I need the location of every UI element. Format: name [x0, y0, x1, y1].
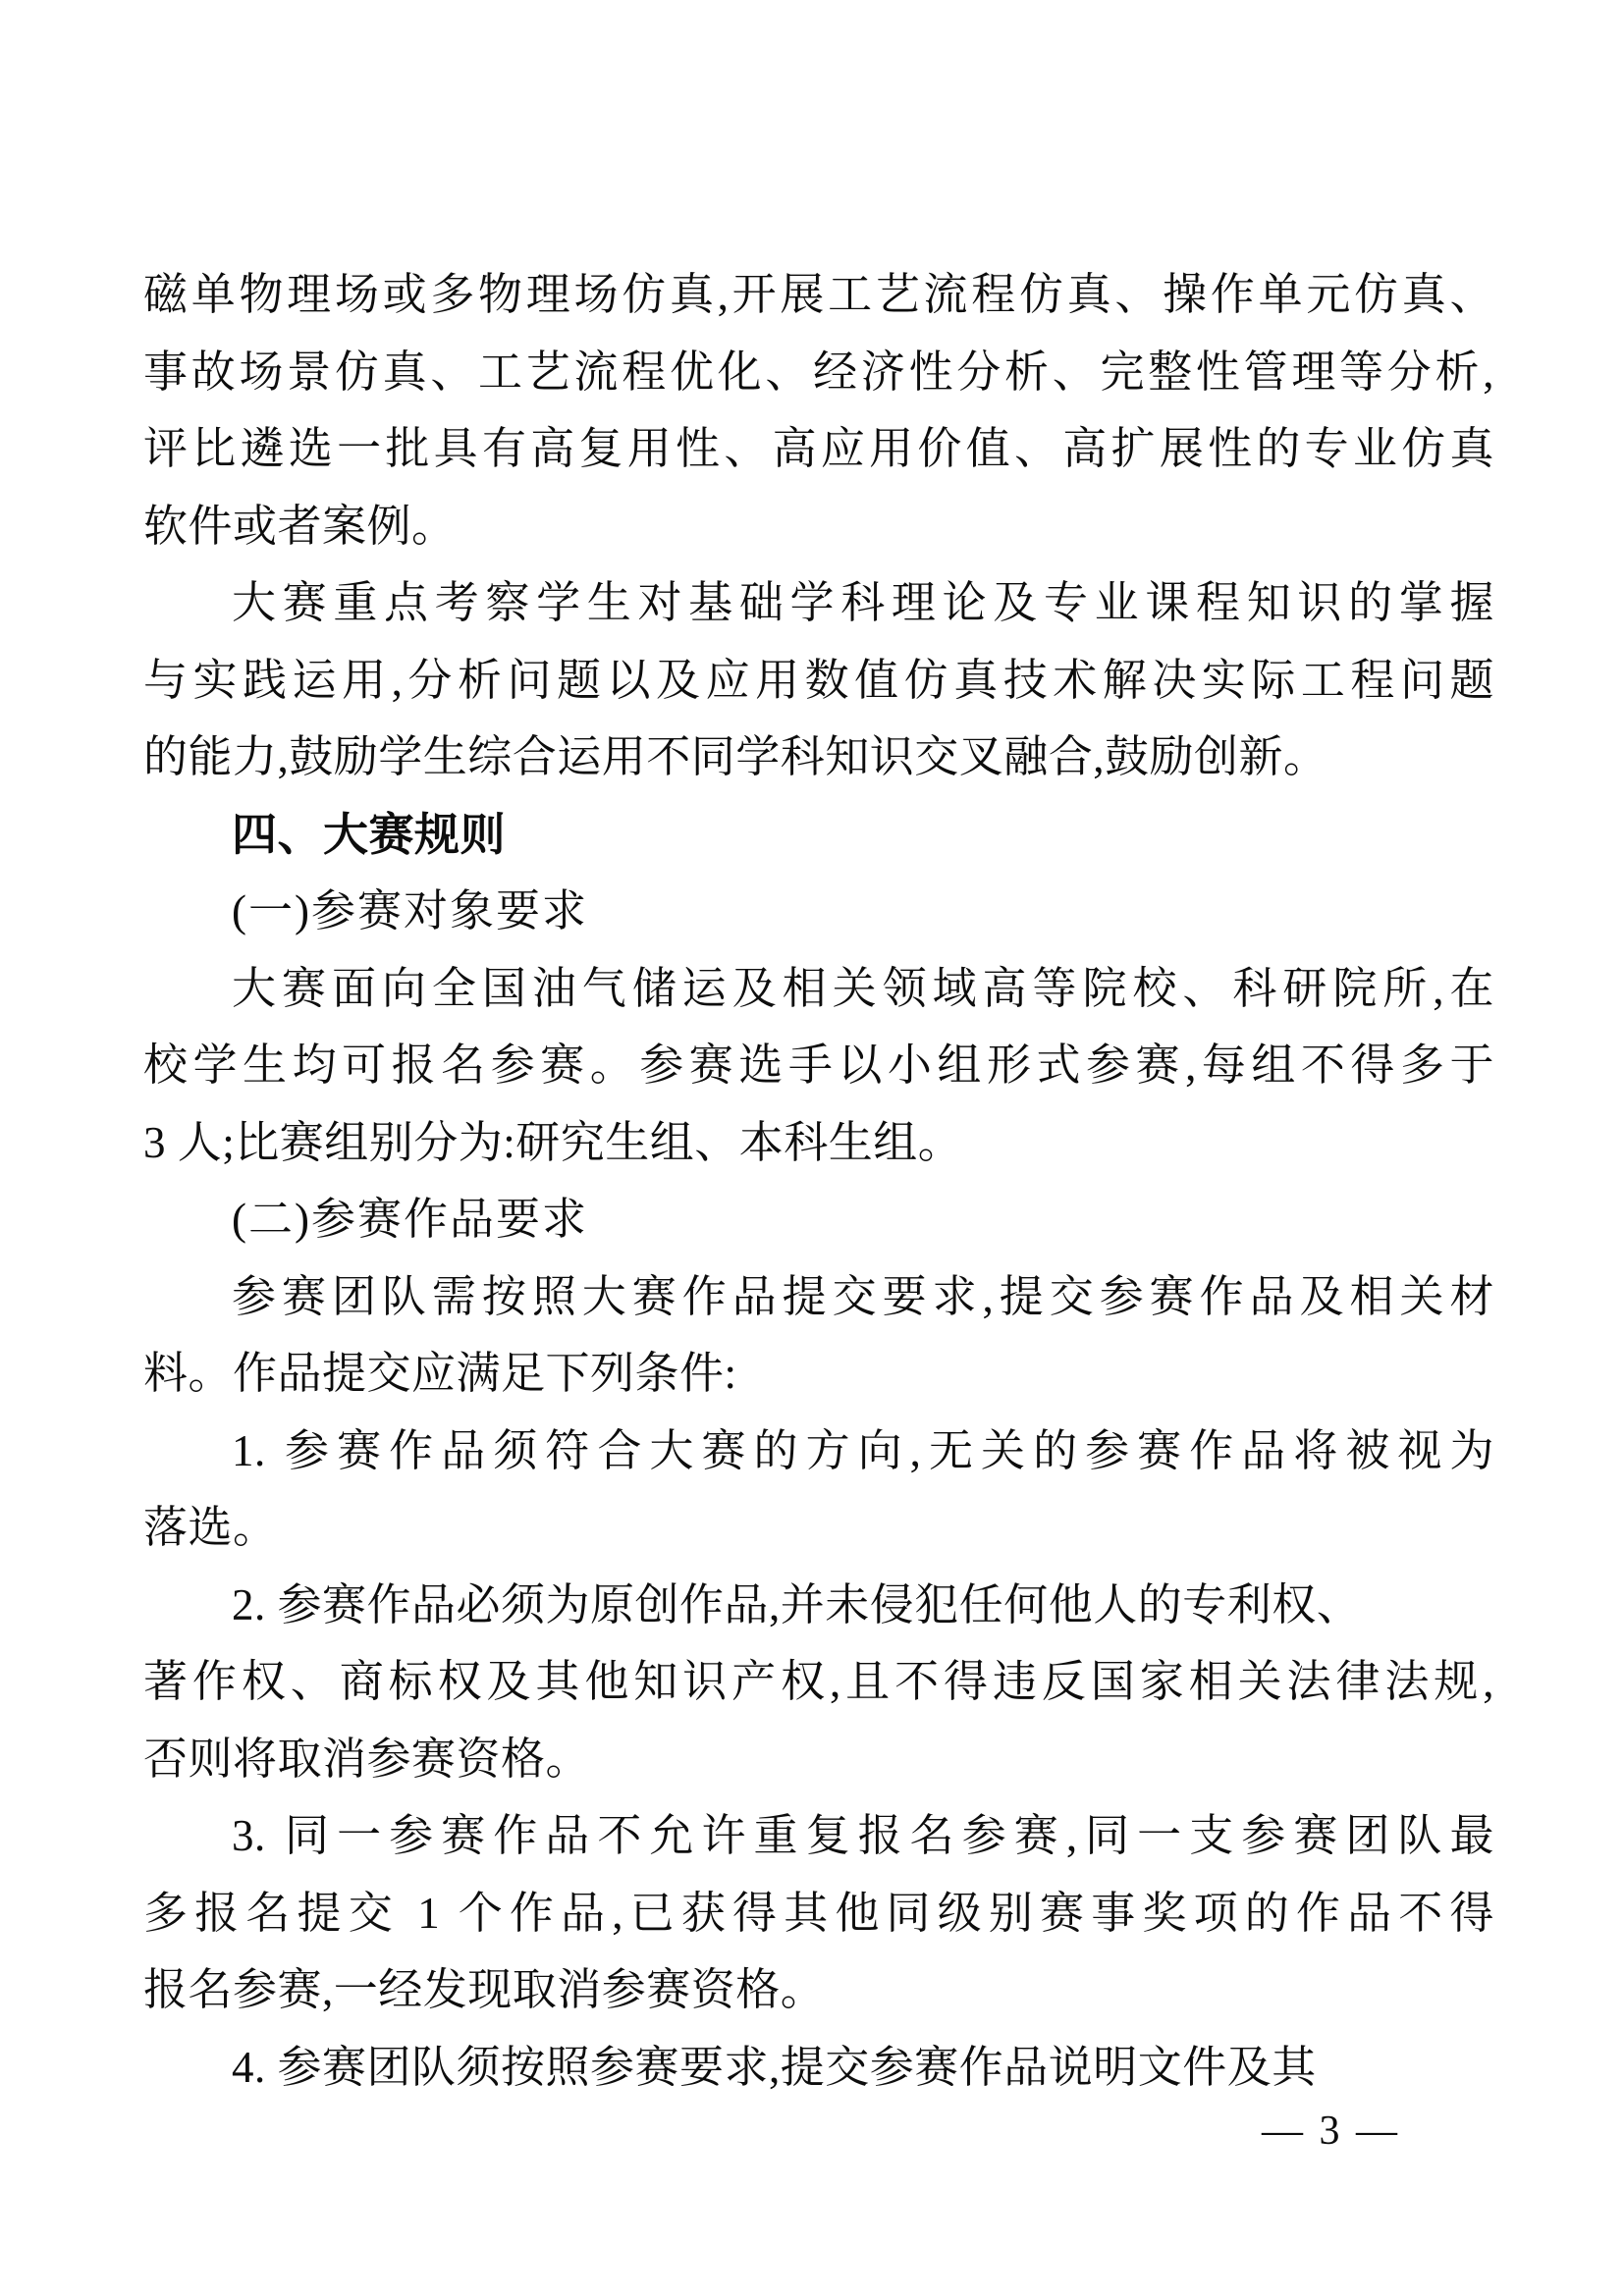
text-line: 软件或者案例。	[143, 501, 457, 551]
text-line: 料。作品提交应满足下列条件:	[143, 1349, 737, 1398]
text-line: 3 人;比赛组别分为:研究生组、本科生组。	[143, 1117, 963, 1167]
text-line: 否则将取消参赛资格。	[143, 1734, 591, 1784]
text-line: 与实践运用,分析问题以及应用数值仿真技术解决实际工程问题	[143, 655, 1494, 705]
text-line: 2. 参赛作品必须为原创作品,并未侵犯任何他人的专利权、	[232, 1579, 1362, 1629]
text-line: 4. 参赛团队须按照参赛要求,提交参赛作品说明文件及其	[232, 2042, 1317, 2092]
text-line: 的能力,鼓励学生综合运用不同学科知识交叉融合,鼓励创新。	[143, 732, 1328, 781]
text-line: 1. 参赛作品须符合大赛的方向,无关的参赛作品将被视为	[232, 1425, 1494, 1475]
text-line: 报名参赛,一经发现取消参赛资格。	[143, 1965, 826, 2014]
text-line: 大赛重点考察学生对基础学科理论及专业课程知识的掌握	[232, 578, 1494, 627]
subsection-heading: (一)参赛对象要求	[232, 886, 588, 935]
text-line: 参赛团队需按照大赛作品提交要求,提交参赛作品及相关材	[232, 1271, 1494, 1321]
text-line: 落选。	[143, 1503, 278, 1552]
text-line: 3. 同一参赛作品不允许重复报名参赛,同一支参赛团队最	[232, 1811, 1494, 1860]
text-line: 校学生均可报名参赛。参赛选手以小组形式参赛,每组不得多于	[143, 1041, 1494, 1090]
text-line: 著作权、商标权及其他知识产权,且不得违反国家相关法律法规,	[143, 1657, 1494, 1706]
text-line: 事故场景仿真、工艺流程优化、经济性分析、完整性管理等分析,	[143, 347, 1494, 397]
text-line: 大赛面向全国油气储运及相关领域高等院校、科研院所,在	[232, 963, 1494, 1013]
page-number: — 3 —	[1262, 2109, 1400, 2154]
text-line: 评比遴选一批具有高复用性、高应用价值、高扩展性的专业仿真	[143, 424, 1494, 473]
subsection-heading: (二)参赛作品要求	[232, 1195, 588, 1244]
document-body	[143, 256, 1494, 2106]
section-heading: 四、大赛规则	[232, 808, 506, 860]
text-line: 多报名提交 1 个作品,已获得其他同级别赛事奖项的作品不得	[143, 1888, 1494, 1938]
text-line: 磁单物理场或多物理场仿真,开展工艺流程仿真、操作单元仿真、	[143, 270, 1494, 319]
